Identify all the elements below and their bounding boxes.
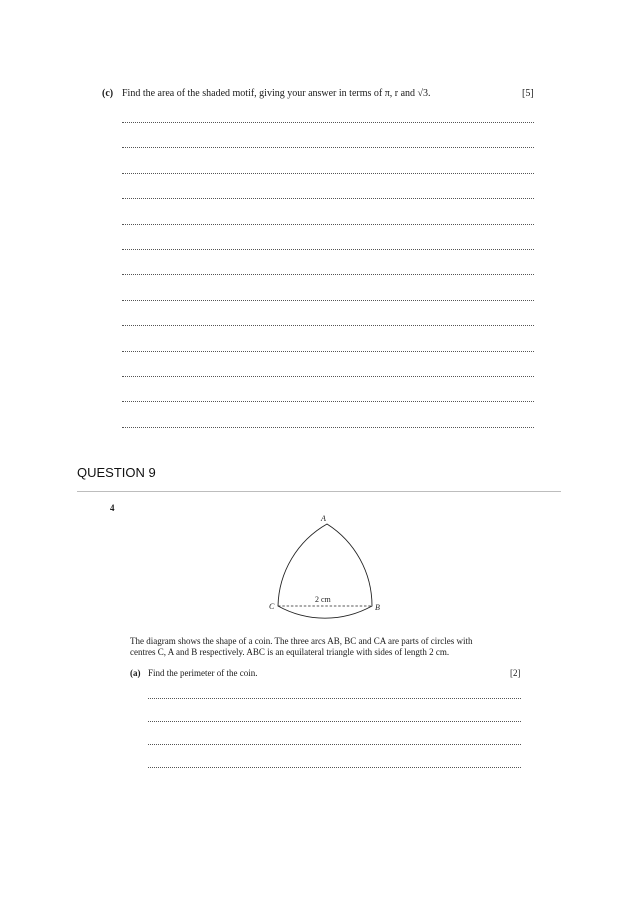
question-description <box>130 636 525 658</box>
answer-line <box>122 147 534 148</box>
description-line-1: The diagram shows the shape of a coin. The three arcs AB, BC and CA are parts of circles with <box>130 636 473 646</box>
answer-line <box>122 427 534 428</box>
answer-line <box>122 198 534 199</box>
coin-diagram <box>262 510 392 620</box>
answer-line <box>148 767 521 768</box>
side-length-label: 2 cm <box>315 595 331 604</box>
answer-line <box>122 173 534 174</box>
vertex-c-label: C <box>269 602 275 611</box>
answer-line <box>122 325 534 326</box>
description-line-2: centres C, A and B respectively. ABC is an equilateral triangle with sides of length 2 cm. <box>130 647 450 657</box>
answer-line <box>148 721 521 722</box>
answer-line <box>122 224 534 225</box>
part-a-label: (a) <box>130 668 141 678</box>
answer-line <box>148 744 521 745</box>
coin-outline <box>278 524 372 618</box>
vertex-b-label: B <box>375 603 380 612</box>
vertex-a-label: A <box>321 514 326 523</box>
answer-line <box>122 249 534 250</box>
part-c-question-text: Find the area of the shaded motif, giving your answer in terms of π, r and √3. <box>122 88 431 99</box>
answer-line <box>122 401 534 402</box>
answer-line <box>148 698 521 699</box>
question-number: 4 <box>110 503 115 513</box>
part-c-label: (c) <box>102 88 114 99</box>
part-a-marks: [2] <box>510 668 521 678</box>
answer-line <box>122 351 534 352</box>
heading-divider <box>77 491 561 492</box>
question-heading: QUESTION 9 <box>77 465 156 480</box>
part-a-question-text: Find the perimeter of the coin. <box>148 668 258 678</box>
answer-line <box>122 376 534 377</box>
answer-line <box>122 274 534 275</box>
part-c-marks: [5] <box>522 88 534 99</box>
answer-line <box>122 122 534 123</box>
answer-line <box>122 300 534 301</box>
